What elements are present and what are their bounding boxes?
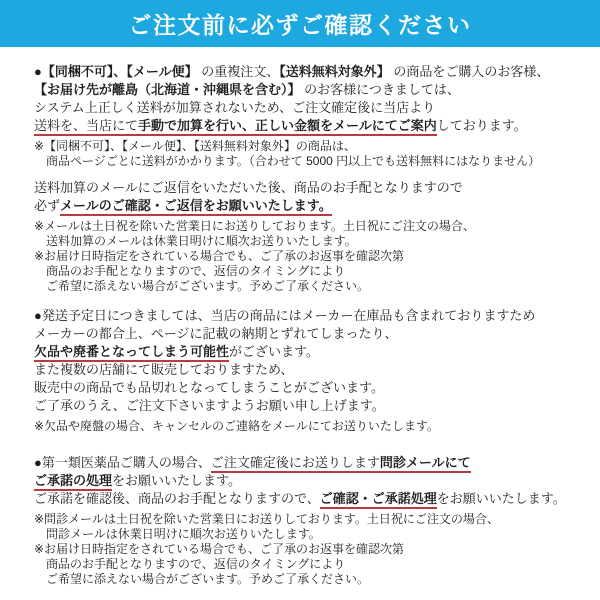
text-segment: システム上正しく送料が加算されないため、ご注文確定後に当店より	[34, 100, 436, 115]
text-segment: ご注文確定後にお送りします	[211, 455, 380, 473]
text-segment: ※メールは土日祝を除いた営業日にお送りしております。土日祝にご注文の場合、	[34, 219, 475, 233]
text-segment: 【お届け先が離島（北海道・沖縄県を含む）】	[34, 82, 301, 97]
text-line	[34, 419, 590, 434]
page-title: ご注文前に必ずご確認ください	[128, 12, 472, 38]
text-line	[34, 81, 590, 99]
text-segment: ※【同梱不可】、【メール便】、【送料無料対象外】の商品は、	[34, 139, 356, 153]
text-segment: ※お届け日時指定をされている場合でも、ご了承のお返事を確認次第	[34, 249, 405, 263]
text-line	[34, 197, 590, 215]
text-line	[34, 99, 590, 117]
text-segment: 商品ページごとに送料がかかります。（合わせて 5000 円以上でも送料無料にはなりません）	[46, 154, 541, 168]
text-line	[34, 454, 590, 472]
text-segment: 商品のお手配となりますので、返信のタイミングにより	[46, 557, 346, 571]
text-segment: 送料加算のメールは休業日明けに順次お送りいたします。	[46, 234, 357, 248]
text-segment: ※欠品や廃盤の場合、キャンセルのご連絡をメールにてお送りいたします。	[34, 419, 439, 433]
text-segment: 送料加算のメールにご返信をいただいた後、商品のお手配となりますので	[34, 180, 463, 195]
text-segment: の重複注文、	[197, 64, 280, 79]
text-line	[34, 512, 590, 527]
text-segment: 問診メールは休業日明けに順次お送りいたします。	[46, 527, 321, 541]
text-segment: また複数の店舗にて販売しておりますため、	[34, 362, 294, 377]
text-segment: メーカーの都合上、ページに記載の納期とずれてしまったり、	[34, 326, 398, 341]
text-line	[34, 179, 590, 197]
text-segment: の商品をご購入のお客様、	[389, 64, 550, 79]
text-line	[34, 117, 590, 135]
text-line	[34, 325, 590, 343]
text-line	[34, 490, 590, 508]
text-segment: をお願いいたします。	[436, 491, 566, 506]
text-line	[34, 139, 590, 154]
text-line	[34, 63, 590, 81]
text-line	[34, 557, 590, 572]
text-segment: 送料を、当店にて	[34, 118, 138, 136]
text-segment: ※問診メールは土日祝を除いた営業日にお送りしております。土日祝にご注文の場合、	[34, 512, 499, 526]
notice-header	[0, 0, 600, 47]
text-segment: 問診メールにて	[380, 455, 471, 473]
text-segment: のお客様につきましては、	[300, 82, 460, 97]
text-segment: 【送料無料対象外】	[279, 64, 390, 79]
notice-section	[34, 63, 590, 169]
text-segment: ●発送予定日につきましては、当店の商品にはメーカー在庫品も含まれておりますため	[34, 308, 536, 323]
text-segment: ご了承のうえ、ご注文下さいますようお願い申し上げます。	[34, 398, 385, 413]
text-segment: メールのご確認・ご返信をお願いいたします。	[60, 198, 332, 216]
text-line	[34, 154, 590, 169]
text-line	[34, 343, 590, 361]
text-line	[34, 542, 590, 557]
text-line	[34, 379, 590, 397]
text-segment: 欠品や廃番となってしまう可能性	[34, 344, 229, 362]
text-line	[34, 361, 590, 379]
text-segment: ●【同梱不可】、【メール便】	[34, 64, 198, 79]
text-segment: 必ず	[34, 198, 61, 213]
text-segment: ●第一類医薬品ご購入の場合、	[34, 455, 211, 470]
notice-section	[34, 454, 590, 587]
notice-body	[0, 47, 600, 587]
text-line	[34, 219, 590, 234]
notice-section	[34, 307, 590, 434]
text-segment: しております。	[436, 118, 527, 133]
text-line	[34, 264, 590, 279]
text-segment: 手動で加算を行い、正しい金額をメールにてご案内	[138, 118, 437, 136]
text-line	[34, 279, 590, 294]
text-segment: ご承諾の処理	[34, 473, 112, 491]
notice-section	[34, 179, 590, 294]
text-line	[34, 472, 590, 490]
text-line	[34, 572, 590, 587]
text-segment: ※お届け日時指定をされている場合でも、ご了承のお返事を確認次第	[34, 542, 405, 556]
text-segment: 販売中の商品でも品切れとなってしまうことがございます。	[34, 380, 384, 395]
text-segment: ご希望に添えない場合がございます。予めご了承ください。	[46, 279, 370, 293]
text-line	[34, 249, 590, 264]
text-line	[34, 397, 590, 415]
text-segment: がございます。	[229, 344, 319, 359]
text-segment: ご希望に添えない場合がございます。予めご了承ください。	[46, 572, 370, 586]
text-segment: ご確認・ご承諾処理	[320, 491, 437, 509]
text-line	[34, 307, 590, 325]
text-segment: 商品のお手配となりますので、返信のタイミングにより	[46, 264, 346, 278]
text-segment: をお願いいたします。	[112, 473, 241, 488]
text-segment: ご承諾を確認後、商品のお手配となりますので、	[34, 491, 320, 506]
text-line	[34, 234, 590, 249]
text-line	[34, 527, 590, 542]
